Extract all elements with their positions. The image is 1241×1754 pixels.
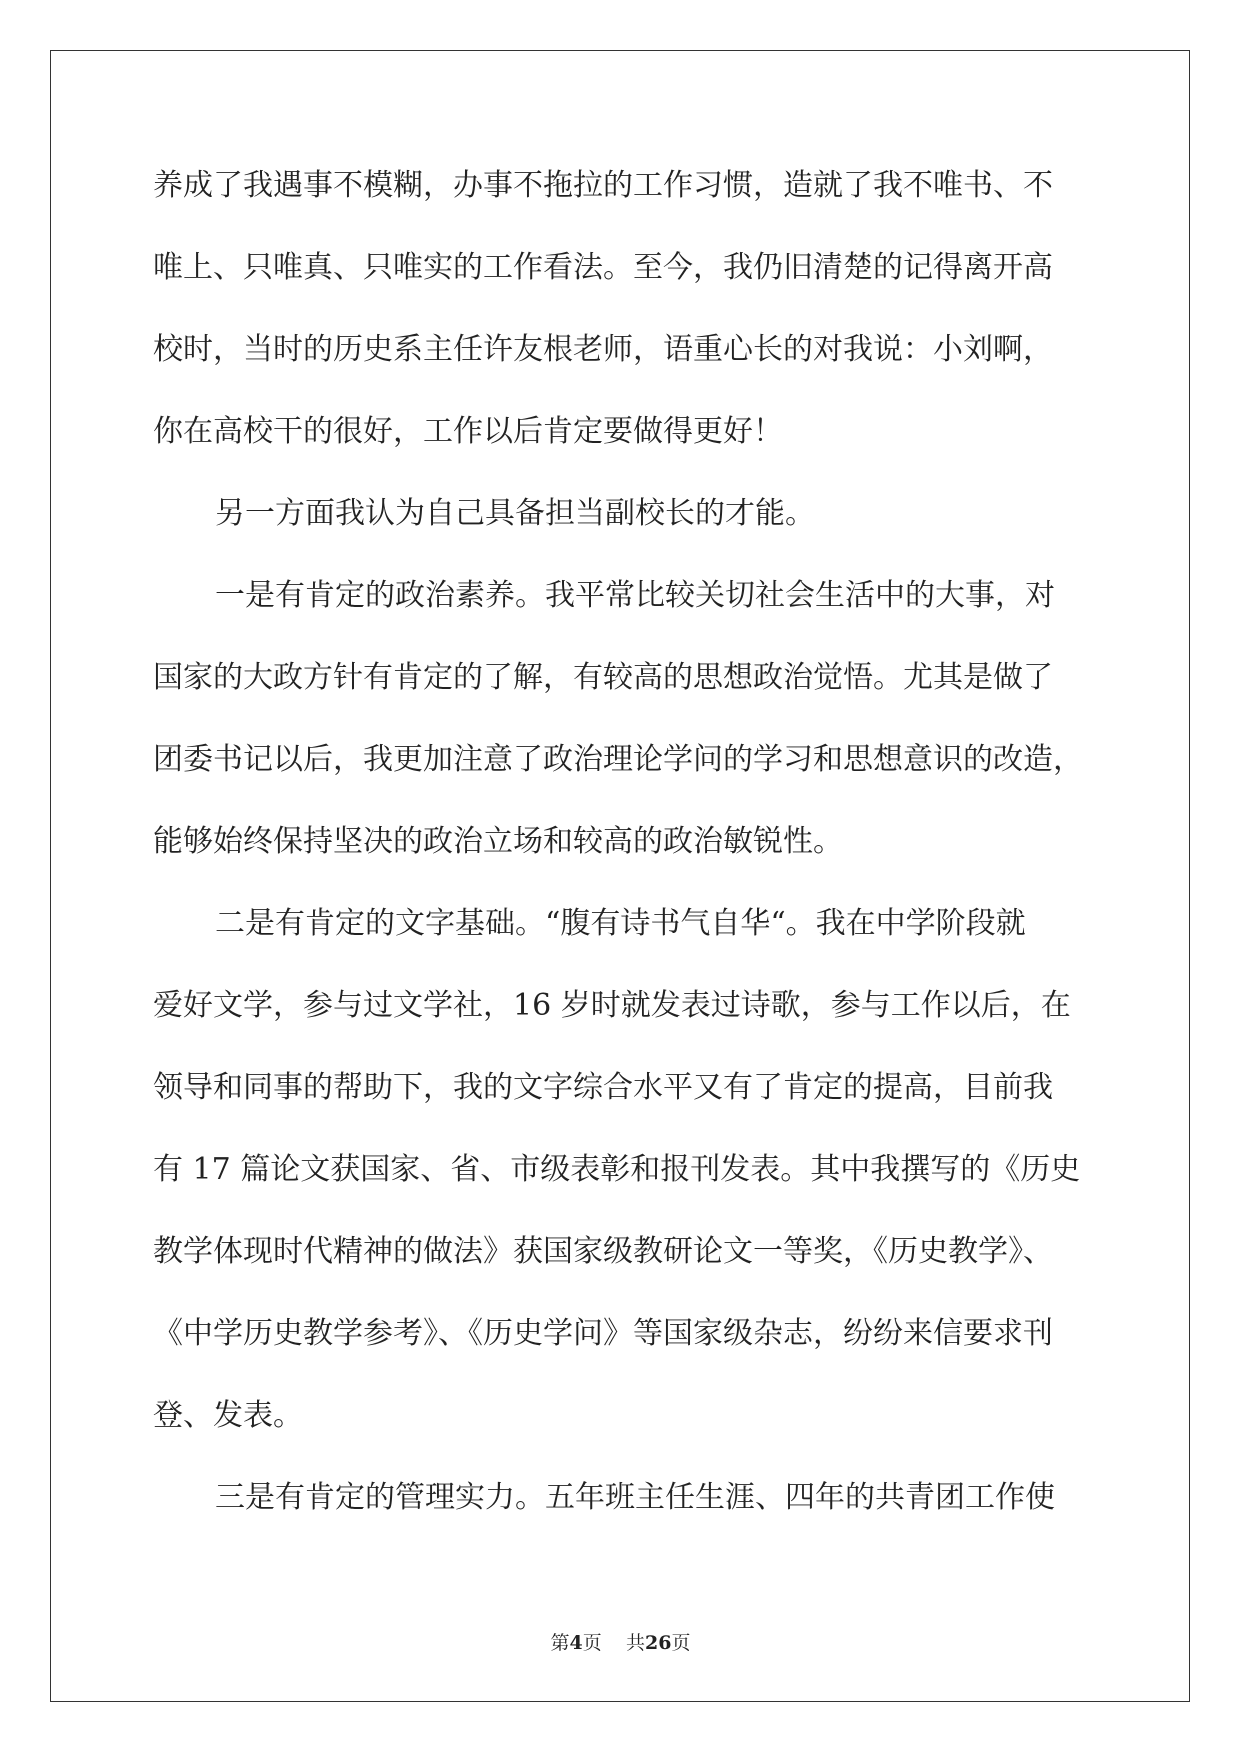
text-line: 领导和同事的帮助下，我的文字综合水平又有了肯定的提高，目前我 bbox=[153, 1070, 1053, 1105]
current-page-number: 4 bbox=[569, 1632, 583, 1654]
text-line: 教学体现时代精神的做法》获国家级教研论文一等奖，《历史教学》、 bbox=[153, 1234, 1053, 1269]
paragraph-start-line: 二是有肯定的文字基础。“腹有诗书气自华“。我在中学阶段就 bbox=[215, 906, 1026, 941]
footer-total-suffix: 页 bbox=[671, 1632, 691, 1654]
text-line: 团委书记以后，我更加注意了政治理论学问的学习和思想意识的改造， bbox=[153, 742, 1083, 777]
text-line: 养成了我遇事不模糊，办事不拖拉的工作习惯，造就了我不唯书、不 bbox=[153, 168, 1053, 203]
paragraph-start-line: 一是有肯定的政治素养。我平常比较关切社会生活中的大事，对 bbox=[215, 578, 1055, 613]
text-line: 爱好文学，参与过文学社，16 岁时就发表过诗歌，参与工作以后，在 bbox=[153, 988, 1071, 1023]
total-page-count: 26 bbox=[644, 1632, 672, 1654]
text-line: 有 17 篇论文获国家、省、市级表彰和报刊发表。其中我撰写的《历史 bbox=[153, 1152, 1081, 1187]
footer-page-suffix: 页 bbox=[582, 1632, 602, 1654]
paragraph-start-line: 另一方面我认为自己具备担当副校长的才能。 bbox=[215, 496, 815, 531]
footer-prefix: 第 bbox=[550, 1632, 570, 1654]
text-line: 校时，当时的历史系主任许友根老师，语重心长的对我说：小刘啊， bbox=[153, 332, 1053, 367]
footer-total-prefix: 共 bbox=[625, 1632, 645, 1654]
text-line: 你在高校干的很好，工作以后肯定要做得更好！ bbox=[153, 414, 783, 449]
text-line: 唯上、只唯真、只唯实的工作看法。至今，我仍旧清楚的记得离开高 bbox=[153, 250, 1053, 285]
document-body bbox=[153, 160, 1093, 1554]
text-line: 国家的大政方针有肯定的了解，有较高的思想政治觉悟。尤其是做了 bbox=[153, 660, 1053, 695]
paragraph-start-line: 三是有肯定的管理实力。五年班主任生涯、四年的共青团工作使 bbox=[215, 1480, 1055, 1515]
text-line: 能够始终保持坚决的政治立场和较高的政治敏锐性。 bbox=[153, 824, 843, 859]
page-footer bbox=[0, 1628, 1241, 1655]
text-line: 登、发表。 bbox=[153, 1398, 303, 1433]
text-line: 《中学历史教学参考》、《历史学问》等国家级杂志，纷纷来信要求刊 bbox=[153, 1316, 1053, 1351]
